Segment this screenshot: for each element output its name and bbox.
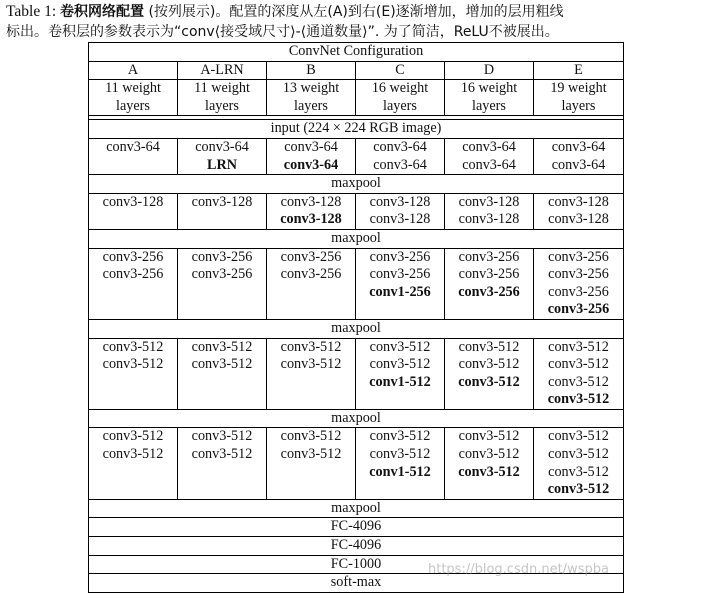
maxpool-row-cell: maxpool [89, 409, 624, 428]
column-header: A [89, 61, 178, 80]
maxpool-row-cell: maxpool [89, 229, 624, 248]
conv-cell [178, 193, 267, 229]
conv-block-row [89, 138, 624, 174]
layer-label: conv1-256 [369, 283, 431, 300]
layer-label: conv3-64 [373, 156, 427, 173]
conv-cell [178, 338, 267, 409]
tail-row-cell-row [89, 537, 624, 556]
depth-cell [89, 80, 178, 116]
layer-label: conv3-512 [102, 446, 164, 463]
conv-block-row [89, 428, 624, 499]
conv-cell [445, 138, 534, 174]
depth-cell [356, 80, 445, 116]
layer-label: conv3-256 [369, 266, 431, 283]
layer-label: conv3-512 [191, 446, 253, 463]
layer-label: conv3-512 [458, 428, 520, 445]
layer-label: conv3-512 [369, 446, 431, 463]
layer-label: conv3-256 [191, 266, 253, 283]
layer-label: conv3-512 [280, 356, 342, 373]
table-title: ConvNet Configuration [89, 43, 624, 62]
conv-cell [356, 338, 445, 409]
conv-cell [356, 428, 445, 499]
layer-label: conv3-256 [548, 248, 609, 265]
conv-block-row [89, 248, 624, 319]
depth-line: 19 weight [550, 80, 607, 97]
depth-line: layers [472, 97, 506, 114]
conv-cell [267, 193, 356, 229]
depth-cell [534, 80, 624, 116]
layer-label: conv3-256 [458, 283, 520, 300]
tail-row-cell-row [89, 518, 624, 537]
conv-cell [445, 193, 534, 229]
conv-cell [267, 248, 356, 319]
layer-label: conv3-512 [102, 338, 164, 355]
conv-cell [534, 248, 624, 319]
layer-label: conv3-512 [369, 356, 431, 373]
layer-label: conv3-128 [458, 193, 520, 210]
maxpool-row-cell-row [89, 175, 624, 194]
conv-cell [534, 338, 624, 409]
input-row-cell-row [89, 120, 624, 139]
layer-label: conv3-512 [548, 463, 609, 480]
conv-cell [356, 248, 445, 319]
conv-cell [178, 428, 267, 499]
depth-line: layers [561, 97, 596, 114]
layer-label: conv3-512 [369, 338, 431, 355]
maxpool-row-cell: maxpool [89, 319, 624, 338]
layer-label: conv3-64 [551, 156, 606, 173]
conv-cell [267, 338, 356, 409]
depth-line: layers [116, 97, 150, 114]
conv-block-row [89, 338, 624, 409]
maxpool-row-cell-row [89, 319, 624, 338]
layer-label: conv3-256 [102, 248, 164, 265]
depth-line: 16 weight [371, 80, 429, 97]
layer-label: conv3-64 [373, 138, 427, 155]
tail-row-cell-row [89, 499, 624, 518]
layer-label: conv3-256 [547, 301, 610, 318]
tail-row-cell: maxpool [89, 499, 624, 518]
layer-label: conv3-256 [102, 266, 164, 283]
layer-label: conv3-256 [191, 248, 253, 265]
column-header: B [267, 61, 356, 80]
layer-label: conv3-64 [284, 138, 338, 155]
layer-label: conv3-512 [458, 338, 520, 355]
depth-row [89, 80, 624, 116]
layer-label: conv3-64 [106, 138, 160, 155]
layer-label: conv3-128 [548, 211, 609, 228]
layer-label: conv3-128 [102, 193, 164, 210]
caption-line2: 标出。卷积层的参数表示为“conv⟨接受域尺寸⟩-⟨通道数量⟩”. 为了简洁，ReLU不被展出。 [6, 24, 559, 40]
layer-label: conv3-64 [283, 156, 339, 173]
layer-label: conv3-512 [102, 428, 164, 445]
watermark: https://blog.csdn.net/wspba [428, 562, 609, 577]
column-header: E [534, 61, 624, 80]
layer-label: conv3-64 [462, 138, 516, 155]
layer-label: conv3-512 [191, 428, 253, 445]
conv-cell [356, 138, 445, 174]
depth-line: layers [205, 97, 239, 114]
maxpool-row-cell: maxpool [89, 175, 624, 194]
layer-label: conv3-512 [191, 356, 253, 373]
layer-label: conv3-512 [280, 446, 342, 463]
caption-title: 卷积网络配置 [60, 4, 145, 20]
maxpool-row-cell-row [89, 229, 624, 248]
depth-cell [178, 80, 267, 116]
conv-cell [89, 193, 178, 229]
conv-cell [89, 338, 178, 409]
conv-cell [534, 193, 624, 229]
conv-cell [445, 338, 534, 409]
input-row-cell: input (224 × 224 RGB image) [89, 120, 624, 139]
depth-line: 16 weight [460, 80, 518, 97]
conv-cell [445, 248, 534, 319]
conv-cell [89, 428, 178, 499]
layer-label: conv3-512 [548, 338, 609, 355]
depth-line: 11 weight [194, 80, 250, 97]
layer-label: conv3-512 [280, 428, 342, 445]
layer-label: conv3-128 [369, 193, 431, 210]
layer-label: conv3-256 [280, 248, 342, 265]
conv-cell [89, 248, 178, 319]
layer-label: conv3-128 [280, 211, 342, 228]
layer-label: conv3-64 [195, 138, 249, 155]
depth-cell [267, 80, 356, 116]
layer-label: LRN [207, 156, 237, 173]
conv-cell [534, 138, 624, 174]
layer-label: conv3-64 [462, 156, 516, 173]
layer-label: conv3-256 [548, 266, 609, 283]
layer-label: conv3-128 [458, 211, 520, 228]
layer-label: conv3-256 [280, 266, 342, 283]
layer-label: conv3-128 [369, 211, 431, 228]
tail-row-cell: FC-1000 [89, 555, 624, 574]
layer-label: conv3-128 [191, 193, 253, 210]
conv-cell [267, 428, 356, 499]
depth-line: 11 weight [105, 80, 161, 97]
layer-label: conv3-128 [548, 193, 609, 210]
layer-label: conv3-512 [547, 391, 610, 408]
conv-block-row [89, 193, 624, 229]
layer-label: conv3-512 [548, 373, 609, 390]
layer-label: conv3-512 [548, 428, 609, 445]
layer-label: conv3-128 [280, 193, 342, 210]
layer-label: conv3-256 [458, 266, 520, 283]
depth-cell [445, 80, 534, 116]
tail-row-cell: FC-4096 [89, 518, 624, 537]
caption-label: Table 1: [6, 3, 57, 20]
maxpool-row-cell-row [89, 409, 624, 428]
conv-cell [267, 138, 356, 174]
layer-label: conv3-512 [280, 338, 342, 355]
caption-line1: (按列展示)。配置的深度从左(A)到右(E)逐渐增加，增加的层用粗线 [144, 4, 564, 20]
depth-line: 13 weight [282, 80, 340, 97]
conv-cell [178, 248, 267, 319]
layer-label: conv3-512 [547, 481, 610, 498]
layer-label: conv3-512 [458, 373, 520, 390]
tail-row-cell: FC-4096 [89, 537, 624, 556]
conv-cell [89, 138, 178, 174]
layer-label: conv3-512 [369, 428, 431, 445]
conv-cell [178, 138, 267, 174]
layer-label: conv3-512 [458, 356, 520, 373]
layer-label: conv3-256 [458, 248, 520, 265]
layer-label: conv3-512 [458, 446, 520, 463]
layer-label: conv3-512 [548, 356, 609, 373]
layer-label: conv3-512 [548, 446, 609, 463]
conv-cell [534, 428, 624, 499]
layer-label: conv1-512 [369, 373, 431, 390]
layer-label: conv3-256 [548, 283, 609, 300]
depth-line: layers [383, 97, 417, 114]
table-title-row [89, 43, 624, 62]
conv-cell [356, 193, 445, 229]
column-header: C [356, 61, 445, 80]
table-caption [6, 2, 706, 42]
layer-label: conv3-512 [191, 338, 253, 355]
tail-row-cell: soft-max [89, 574, 624, 593]
column-header: A-LRN [178, 61, 267, 80]
layer-label: conv3-64 [551, 138, 606, 155]
column-header: D [445, 61, 534, 80]
layer-label: conv3-512 [458, 463, 520, 480]
layer-label: conv1-512 [369, 463, 431, 480]
conv-cell [445, 428, 534, 499]
depth-line: layers [294, 97, 328, 114]
layer-label: conv3-256 [369, 248, 431, 265]
layer-label: conv3-512 [102, 356, 164, 373]
convnet-config-table [88, 42, 624, 593]
column-header-row [89, 61, 624, 80]
